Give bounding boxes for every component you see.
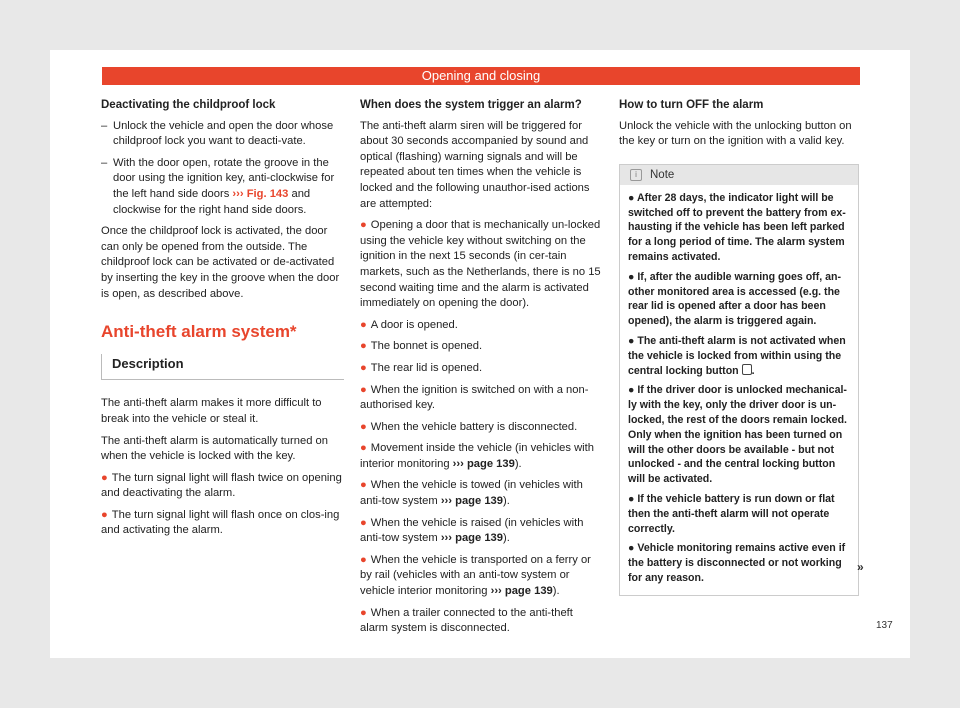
column-1 xyxy=(101,98,344,545)
list-item: ● The turn signal light will flash twice on opening and deactivating the alarm. xyxy=(101,471,342,500)
bullet-icon: ● xyxy=(360,318,367,331)
description-title: Description xyxy=(112,355,184,371)
list-item: ● The bonnet is opened. xyxy=(360,340,483,353)
list-item: ● A door is opened. xyxy=(360,318,458,331)
note-box xyxy=(619,164,859,596)
list-item: ● When the vehicle battery is disconnected. xyxy=(360,420,578,433)
figure-link[interactable]: ››› Fig. 143 xyxy=(232,187,289,200)
description-block xyxy=(101,354,344,381)
section-title: Anti-theft alarm system* xyxy=(101,322,297,342)
paragraph: The anti-theft alarm makes it more difficult to break into the vehicle or steal it. xyxy=(101,397,322,425)
list-item: ● Movement inside the vehicle (in vehicles with interior monitoring ››› page 139). xyxy=(360,442,594,470)
bullet-icon: ● xyxy=(360,361,367,374)
bullet-icon: ● xyxy=(360,606,367,619)
info-icon: i xyxy=(630,169,642,181)
paragraph: Unlock the vehicle with the unlocking button on the key or turn on the ignition with a valid key. xyxy=(619,119,852,148)
list-item: – With the door open, rotate the groove in the door using the ignition key, anti-clockwise for the left hand side doors ››› Fig. 143 and clockwise for the right hand side doors. xyxy=(101,156,335,216)
note-item: ● After 28 days, the indicator light will be switched off to prevent the battery from ex-hausting if the vehicle has been left parked for a long period of time. The alarm system remains activated. xyxy=(628,191,846,263)
list-item: ● When the ignition is switched on with a non-authorised key. xyxy=(360,383,589,412)
note-item: ● If, after the audible warning goes off, an-other monitored area is accessed (e.g. the rear lid is opened after a door has been opened), the alarm is triggered again. xyxy=(628,270,842,328)
list-item: ● When a trailer connected to the anti-theft alarm system is disconnected. xyxy=(360,606,573,635)
list-item: ● When the vehicle is transported on a ferry or by rail (vehicles with an anti-tow system or vehicle interior monitoring ››› page 139). xyxy=(360,553,591,598)
list-item: ● When the vehicle is towed (in vehicles with anti-tow system ››› page 139). xyxy=(360,479,583,508)
turn-off-heading: How to turn OFF the alarm xyxy=(619,99,764,111)
bullet-icon: ● xyxy=(360,442,367,455)
note-item: ● Vehicle monitoring remains active even if the battery is disconnected or not working for any reason. xyxy=(628,542,846,584)
note-item: ● The anti-theft alarm is not activated when the vehicle is locked from within using the central locking button . xyxy=(628,334,846,377)
bullet-icon: ● xyxy=(360,553,367,566)
page-number: 137 xyxy=(876,620,893,631)
bullet-icon: ● xyxy=(360,516,367,529)
page-link[interactable]: ››› page 139 xyxy=(452,457,515,470)
page-link[interactable]: ››› page 139 xyxy=(440,495,503,508)
bullet-icon: ● xyxy=(360,479,367,492)
note-item: ● If the vehicle battery is run down or flat then the anti-theft alarm will not operate correctly. xyxy=(628,492,835,535)
paragraph: Once the childproof lock is activated, the door can only be opened from the outside. The childproof lock can be activated or de-activated by inserting the key in the groove when the door is open, as described above. xyxy=(101,225,340,300)
note-item: ● If the driver door is unlocked mechanical-ly with the key, only the driver door is un-locked, the rest of the doors remain locked. Only when the ignition has been turned on will the other doors be available - but not unlocked - and the central locking button will be activated. xyxy=(628,384,847,486)
column-3 xyxy=(619,98,859,596)
continue-mark: » xyxy=(857,560,864,574)
bullet-icon: ● xyxy=(101,471,108,484)
bullet-icon: ● xyxy=(360,383,367,396)
alarm-trigger-heading: When does the system trigger an alarm? xyxy=(360,99,582,111)
paragraph: The anti-theft alarm is automatically turned on when the vehicle is locked with the key. xyxy=(101,434,328,463)
childproof-heading: Deactivating the childproof lock xyxy=(101,99,276,111)
bullet-icon: ● xyxy=(101,508,108,521)
bullet-icon: ● xyxy=(360,219,367,232)
paragraph: The anti-theft alarm siren will be triggered for about 30 seconds accompanied by sound and optical (flashing) warning signals and will be repeated about ten times when the vehicle is locked and the following unauthor-ised actions are attempted: xyxy=(360,119,590,210)
note-label: Note xyxy=(650,168,675,181)
list-item: ● When the vehicle is raised (in vehicles with anti-tow system ››› page 139). xyxy=(360,516,584,545)
page-link[interactable]: ››› page 139 xyxy=(490,585,553,598)
bullet-icon: ● xyxy=(360,420,367,433)
page-link[interactable]: ››› page 139 xyxy=(440,532,503,545)
list-item: ● Opening a door that is mechanically un-locked using the vehicle key without switching on the ignition in the next 15 seconds (in cer-tain markets, such as the Netherlands, there is no 15 second waiting time and the alarm is activated immediately on opening the door). xyxy=(360,219,601,310)
note-header xyxy=(620,165,858,185)
chapter-header: Opening and closing xyxy=(102,67,860,85)
note-body xyxy=(620,185,858,595)
list-item: – Unlock the vehicle and open the door whose childproof lock you want to deacti-vate. xyxy=(101,119,334,148)
column-2 xyxy=(360,98,602,643)
bullet-icon: ● xyxy=(360,340,367,353)
list-item: ● The rear lid is opened. xyxy=(360,361,483,374)
lock-icon xyxy=(742,364,752,375)
list-item: ● The turn signal light will flash once on clos-ing and activating the alarm. xyxy=(101,508,340,537)
